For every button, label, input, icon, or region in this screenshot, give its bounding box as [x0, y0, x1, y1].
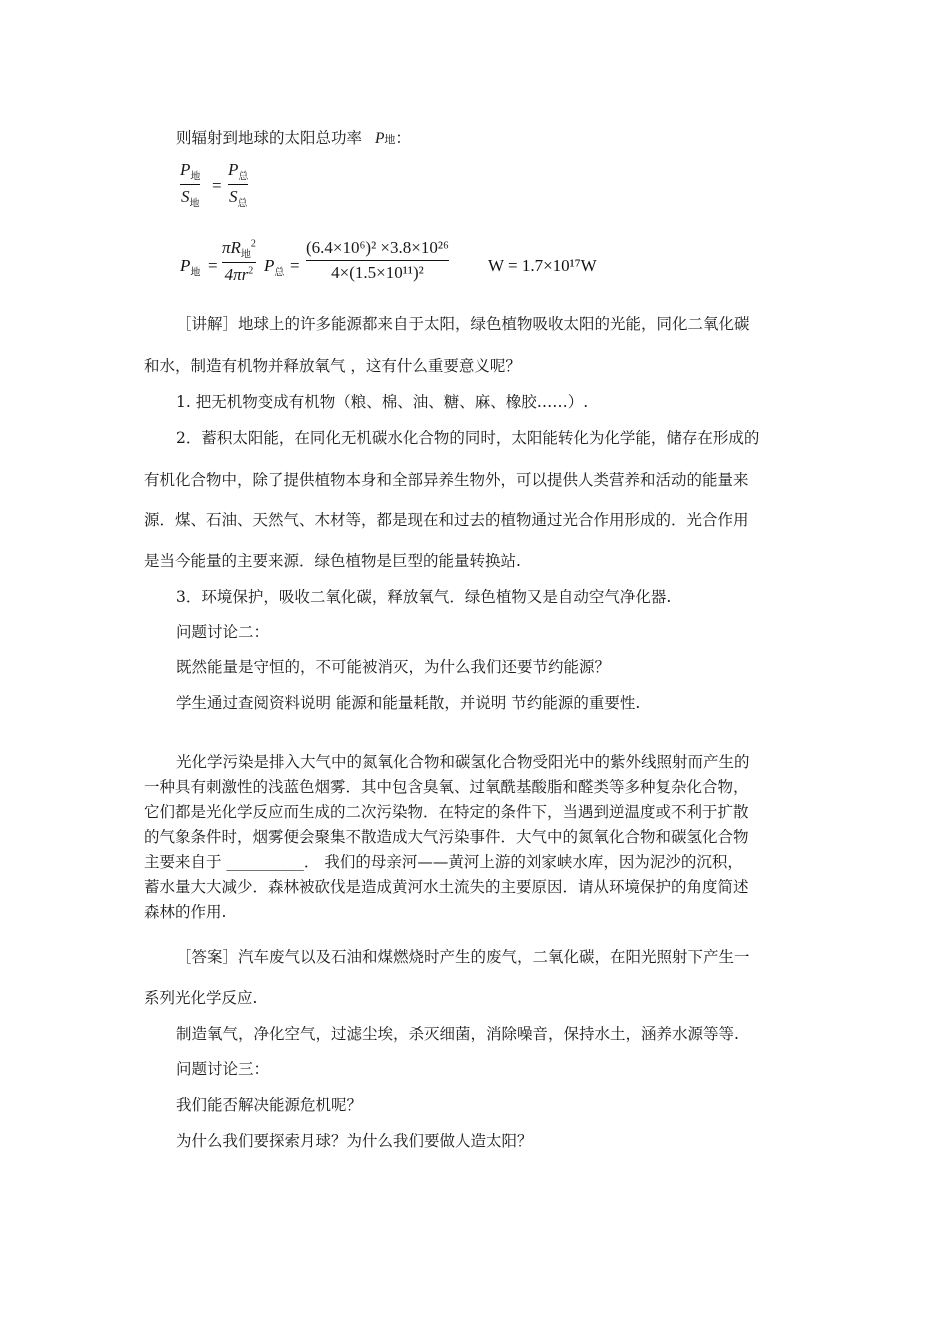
eq1-left-fraction: [180, 160, 200, 210]
para-line-2: 和水，制造有机物并释放氧气 ，这有什么重要意义呢？: [144, 357, 521, 375]
eq2-lhs: $P_地$: [180, 256, 201, 279]
eq1-lhs-den: S: [180, 187, 190, 207]
eq2-result: W = 1.7×10¹⁷W: [488, 256, 597, 275]
para-line-3: 1. 把无机物变成有机物（粮、棉、油、糖、麻、橡胶……）.: [176, 393, 589, 411]
intro-line: [176, 128, 411, 150]
intro-symbol: P: [374, 130, 385, 147]
eq2-fraction-numeric: (6.4×10⁶)² ×3.8×10²⁶ 4×(1.5×10¹¹)²: [306, 238, 449, 282]
question-line-6: 蓄水量大大减少．森林被砍伐是造成黄河水土流失的主要原因．请从环境保护的角度简述: [144, 878, 749, 896]
intro-text: 则辐射到地球的太阳总功率: [176, 129, 363, 147]
question-line-5: 主要来自于 __________． 我们的母亲河——黄河上游的刘家峡水库，因为泥沙的沉积，: [144, 853, 743, 871]
para-line-6: 源．煤、石油、天然气、木材等，都是现在和过去的植物通过光合作用形成的．光合作用: [144, 511, 749, 529]
eq1-rhs-den: S: [228, 187, 238, 207]
question-line-3: 它们都是光化学反应而生成的二次污染物．在特定的条件下，当遇到逆温度或不利于扩散: [144, 803, 749, 821]
eq1-right-fraction: [228, 160, 248, 210]
intro-symbol-sub: 地: [384, 133, 396, 146]
eq2-p-total: $P_总$: [264, 256, 285, 279]
answer-line-6: 为什么我们要探索月球？为什么我们要做人造太阳？: [176, 1132, 533, 1150]
eq2-equals: =: [208, 256, 218, 275]
answer-line-5: 我们能否解决能源危机呢？: [176, 1096, 363, 1114]
discussion-three-heading: 问题讨论三：: [176, 1060, 270, 1078]
intro-colon: ：: [395, 129, 411, 147]
eq1-lhs-num-sub: 地: [190, 171, 201, 183]
eq1-lhs-num: P: [180, 160, 191, 179]
eq1-rhs-num: P: [228, 160, 239, 179]
eq2-fraction-area: $\pi R_地^2$ $4\pi r^2$: [222, 238, 256, 285]
para-line-7: 是当今能量的主要来源．绿色植物是巨型的能量转换站.: [144, 552, 521, 570]
para-line-4: 2．蓄积太阳能，在同化无机碳水化合物的同时，太阳能转化为化学能，储存在形成的: [176, 429, 760, 447]
eq1-rhs-den-sub: 总: [237, 198, 248, 210]
question-line-4: 的气象条件时，烟雾便会聚集不散造成大气污染事件．大气中的氮氧化合物和碳氢化合物: [144, 828, 749, 846]
para-line-10: 既然能量是守恒的，不可能被消灭，为什么我们还要节约能源？: [176, 658, 611, 676]
discussion-two-heading: 问题讨论二：: [176, 623, 270, 641]
answer-line-1: ［答案］汽车废气以及石油和煤燃烧时产生的废气，二氧化碳，在阳光照射下产生一: [176, 948, 750, 966]
question-line-7: 森林的作用.: [144, 903, 227, 921]
eq1-lhs-den-sub: 地: [189, 198, 200, 210]
para-line-1: ［讲解］地球上的许多能源都来自于太阳，绿色植物吸收太阳的光能，同化二氧化碳: [176, 315, 750, 333]
eq1-equals: =: [212, 176, 222, 195]
document-page: 则辐射到地球的太阳总功率 P地： $P_地$ $S_地$ = $P_总$ $S_总$ $P_地$ = $\pi R_地^2$ $4\pi r^2$ $P_总$ = (6.4×10⁶)² ×3.8×10²⁶ 4×(1.5×10¹¹)² W = 1.7×10¹⁷W ［讲解］地球上的许多能源都来自于太阳，绿色植物吸收太阳的光能，同化二氧化碳 和水，制造有机物并释放氧气 ，这有什么重要意义呢？ 1. 把无机物变成有机物（粮、棉、油、糖、麻、橡胶……）. 2．蓄积太阳能，在同化无机碳水化合物的同时，太阳能转化为化学能，储存在形成的 有机化合物中，除了提供植物本身和全部异养生物外，可以提供人类营养和活动的能量来 源．煤、石油、天然气、木材等，都是现在和过去的植物通过光合作用形成的．光合作用 是当今能量的主要来源．绿色植物是巨型的能量转换站. 3．环境保护，吸收二氧化碳，释放氧气．绿色植物又是自动空气净化器. 问题讨论二： 既然能量是守恒的，不可能被消灭，为什么我们还要节约能源？ 学生通过查阅资料说明 能源和能量耗散，并说明 节约能源的重要性. 光化学污染是排入大气中的氮氧化合物和碳氢化合物受阳光中的紫外线照射而产生的 一种具有刺激性的浅蓝色烟雾．其中包含臭氧、过氧酰基酸脂和醛类等多种复杂化合物， 它们都是光化学反应而生成的二次污染物．在特定的条件下，当遇到逆温度或不利于扩散 的气象条件时，烟雾便会聚集不散造成大气污染事件．大气中的氮氧化合物和碳氢化合物 主要来自于 __________． 我们的母亲河——黄河上游的刘家峡水库，因为泥沙的沉积， 蓄水量大大减少．森林被砍伐是造成黄河水土流失的主要原因．请从环境保护的角度简述 森林的作用. ［答案］汽车废气以及石油和煤燃烧时产生的废气，二氧化碳，在阳光照射下产生一 系列光化学反应. 制造氧气，净化空气，过滤尘埃，杀灭细菌，消除噪音，保持水土，涵养水源等等. 问题讨论三： 我们能否解决能源危机呢？ 为什么我们要探索月球？为什么我们要做人造太阳？: [144, 129, 760, 1150]
question-line-2: 一种具有刺激性的浅蓝色烟雾．其中包含臭氧、过氧酰基酸脂和醛类等多种复杂化合物，: [144, 778, 749, 796]
answer-line-3: 制造氧气，净化空气，过滤尘埃，杀灭细菌，消除噪音，保持水土，涵养水源等等.: [176, 1025, 739, 1043]
eq1-rhs-num-sub: 总: [238, 171, 249, 183]
para-line-8: 3．环境保护，吸收二氧化碳，释放氧气．绿色植物又是自动空气净化器.: [176, 588, 672, 606]
para-line-5: 有机化合物中，除了提供植物本身和全部异养生物外，可以提供人类营养和活动的能量来: [144, 471, 749, 489]
question-line-1: 光化学污染是排入大气中的氮氧化合物和碳氢化合物受阳光中的紫外线照射而产生的: [176, 753, 750, 771]
para-line-11: 学生通过查阅资料说明 能源和能量耗散，并说明 节约能源的重要性.: [176, 694, 641, 712]
answer-line-2: 系列光化学反应.: [144, 989, 258, 1007]
